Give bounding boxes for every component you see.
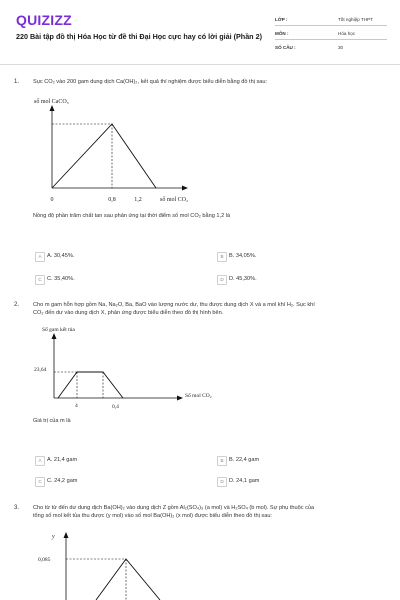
graph-x-arrow xyxy=(177,396,183,401)
option-text: D. 24,1 gam xyxy=(229,478,260,484)
meta-label-subject: MÔN : xyxy=(275,31,289,36)
option-letter-box: C xyxy=(35,275,45,285)
answer-option-a[interactable] xyxy=(35,455,175,466)
question-text: tổng số mol kết tủa thu được (y mol) vào số mol Ba(OH)₂ (x mol) được biểu diễn theo đồ thị sau: xyxy=(33,513,272,519)
question-text: CO₂ đến dư vào dung dịch X, phản ứng được biểu diễn theo đồ thị hình bên. xyxy=(33,310,224,316)
option-letter-box: B xyxy=(217,456,227,466)
option-letter-box: C xyxy=(35,477,45,487)
meta-divider xyxy=(275,39,387,40)
graph-tick-label: 0,8 xyxy=(108,197,116,203)
option-text: B. 22,4 gam xyxy=(229,457,260,463)
graph-y-arrow xyxy=(50,105,55,111)
meta-divider xyxy=(275,25,387,26)
graph-y-label: Số gam kết tủa xyxy=(42,327,75,333)
option-text: A. 21,4 gam xyxy=(47,457,78,463)
graph-y-label: số mol CaCO₃ xyxy=(34,99,69,105)
option-text: C. 35,40%. xyxy=(47,276,75,282)
graph-line xyxy=(58,372,123,398)
option-letter-box: D xyxy=(217,477,227,487)
answer-option-b[interactable] xyxy=(217,455,357,466)
graph-tick-label: 4 xyxy=(75,403,78,409)
question-text: Giá trị của m là xyxy=(33,418,71,424)
graph-y-arrow xyxy=(64,532,69,538)
answer-option-c[interactable] xyxy=(35,476,175,487)
meta-value-count: 30 xyxy=(338,45,344,50)
question-number: 1. xyxy=(14,79,20,85)
answer-option-a[interactable] xyxy=(35,251,175,262)
quizizz-logo: QUIZIZZ xyxy=(16,12,72,28)
option-letter-box: B xyxy=(217,252,227,262)
option-text: D. 45,30%. xyxy=(229,276,257,282)
graph-x-arrow xyxy=(182,186,188,191)
meta-label-count: SỐ CÂU : xyxy=(275,45,296,50)
question-text: Cho từ từ đến dư dung dịch Ba(OH)₂ vào dung dịch Z gồm Al₂(SO₄)₃ (a mol) và H₂SO₄ (b mol). Sự phụ thuộc của xyxy=(33,505,315,511)
graph-origin-label: 0 xyxy=(50,197,54,203)
graph-y-value: 0,085 xyxy=(38,557,51,563)
question-1-graph xyxy=(30,92,230,210)
graph-x-label: số mol CO₂ xyxy=(160,197,189,203)
question-text: Sục CO₂ vào 200 gam dung dịch Ca(OH)₂, kết quả thí nghiệm được biểu diễn bằng đồ thị sau: xyxy=(33,79,268,85)
meta-value-subject: Hóa học xyxy=(338,31,356,36)
graph-line xyxy=(96,559,160,600)
answer-option-b[interactable] xyxy=(217,251,357,262)
option-letter-box: A xyxy=(35,456,45,466)
graph-x-label: Số mol CO₂ xyxy=(185,393,212,399)
option-text: B. 34,05%. xyxy=(229,253,257,259)
answer-option-c[interactable] xyxy=(35,274,175,285)
graph-tick-label: 1,2 xyxy=(134,197,142,203)
option-letter-box: D xyxy=(217,275,227,285)
graph-tick-label: 0,4 xyxy=(112,404,119,410)
question-number: 3. xyxy=(14,505,20,511)
graph-y-value: 23,64 xyxy=(34,367,47,373)
question-text: Nồng độ phần trăm chất tan sau phản ứng tại thời điểm số mol CO₂ bằng 1,2 là xyxy=(33,213,231,219)
question-number: 2. xyxy=(14,302,20,308)
graph-y-axis-label: y xyxy=(52,534,55,540)
question-2-graph xyxy=(30,322,250,414)
meta-label-class: LỚP : xyxy=(275,17,288,22)
graph-line xyxy=(52,124,156,188)
question-3-graph xyxy=(30,526,190,600)
document-title: 220 Bài tập đồ thị Hóa Học từ đề thi Đại Học cực hay có lời giải (Phần 2) xyxy=(16,32,262,41)
meta-value-class: Tốt nghiệp THPT xyxy=(338,17,373,22)
question-text: Cho m gam hỗn hợp gồm Na, Na₂O, Ba, BaO vào lượng nước dư, thu được dung dịch X và a mol khí H₂. Sục khí xyxy=(33,302,315,308)
header-divider xyxy=(0,64,400,65)
option-text: A. 30,45%. xyxy=(47,253,75,259)
answer-option-d[interactable] xyxy=(217,274,357,285)
graph-y-arrow xyxy=(52,333,57,339)
option-letter-box: A xyxy=(35,252,45,262)
option-text: C. 24,2 gam xyxy=(47,478,78,484)
answer-option-d[interactable] xyxy=(217,476,357,487)
